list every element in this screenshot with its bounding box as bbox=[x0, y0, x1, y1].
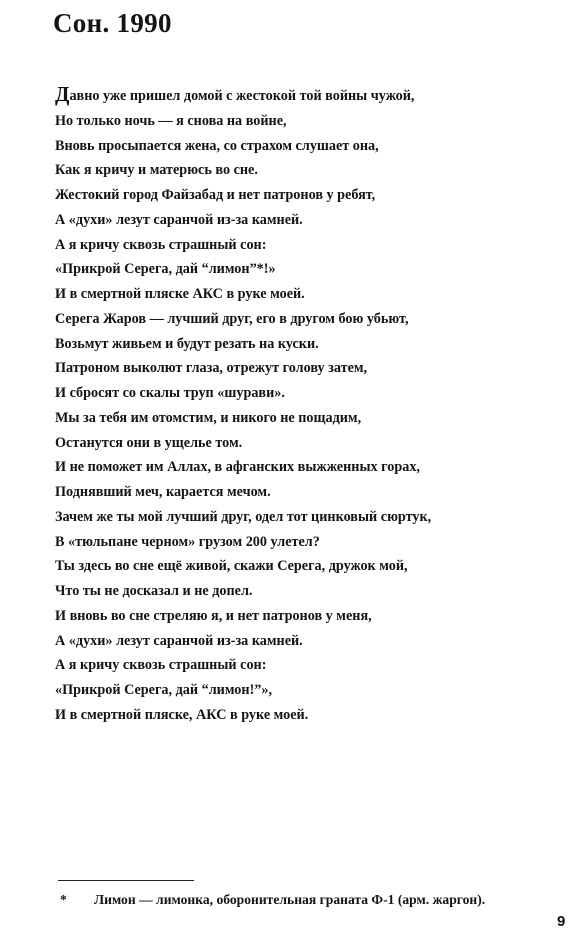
poem-line-22: И вновь во сне стреляю я, и нет патронов у меня, bbox=[55, 607, 372, 624]
poem-line-4: Как я кричу и матерюсь во сне. bbox=[55, 162, 258, 179]
poem-line-6: А «духи» лезут саранчой из-за камней. bbox=[55, 211, 303, 228]
poem-line-3: Вновь просыпается жена, со страхом слушает она, bbox=[55, 137, 379, 154]
poem-line-25: «Прикрой Серега, дай “лимон!”», bbox=[55, 682, 273, 698]
poem-line-text: авно уже пришел домой с жестокой той войны чужой, bbox=[69, 88, 415, 104]
poem-line-16: И не поможет им Аллах, в афганских выжженных горах, bbox=[55, 459, 420, 476]
poem-line-15: Останутся они в ущелье том. bbox=[55, 434, 243, 451]
drop-cap-letter: Д bbox=[55, 82, 70, 106]
poem-line-23: А «духи» лезут саранчой из-за камней. bbox=[55, 632, 303, 649]
poem-line-8: «Прикрой Серега, дай “лимон”*!» bbox=[55, 261, 276, 278]
poem-line-2: Но только ночь — я снова на войне, bbox=[55, 112, 287, 129]
poem-line-20: Ты здесь во сне ещё живой, скажи Серега, дружок мой, bbox=[55, 558, 408, 575]
footnote-text: Лимон — лимонка, оборонительная граната Ф-1 (арм. жаргон). bbox=[94, 892, 486, 907]
poem-line-10: Серега Жаров — лучший друг, его в другом бою убьют, bbox=[55, 310, 409, 327]
poem-body bbox=[55, 84, 560, 728]
footnote bbox=[60, 891, 485, 909]
poem-line-26: И в смертной пляске, АКС в руке моей. bbox=[55, 706, 309, 723]
poem-title: Сон. 1990 bbox=[53, 8, 172, 38]
poem-line-21: Что ты не досказал и не допел. bbox=[55, 583, 253, 599]
poem-line-1 bbox=[55, 84, 560, 109]
poem-line-24: А я кричу сквозь страшный сон: bbox=[55, 657, 267, 674]
poem-line-12: Патроном выколют глаза, отрежут голову затем, bbox=[55, 360, 368, 377]
footnote-divider bbox=[58, 880, 194, 881]
poem-line-19: В «тюльпане черном» грузом 200 улетел? bbox=[55, 533, 320, 550]
poem-line-9: И в смертной пляске АКС в руке моей. bbox=[55, 286, 305, 302]
poem-line-5: Жестокий город Файзабад и нет патронов у ребят, bbox=[55, 187, 376, 203]
poem-line-18: Зачем же ты мой лучший друг, одел тот цинковый сюртук, bbox=[55, 508, 432, 525]
page-number: 9 bbox=[557, 913, 566, 930]
footnote-marker: * bbox=[60, 892, 67, 907]
poem-line-17: Поднявший меч, карается мечом. bbox=[55, 484, 271, 500]
poem-line-7: А я кричу сквозь страшный сон: bbox=[55, 236, 267, 253]
poem-line-13: И сбросят со скалы труп «шурави». bbox=[55, 385, 285, 401]
poem-line-14: Мы за тебя им отомстим, и никого не пощадим, bbox=[55, 409, 362, 426]
poem-line-11: Возьмут живьем и будут резать на куски. bbox=[55, 335, 319, 352]
